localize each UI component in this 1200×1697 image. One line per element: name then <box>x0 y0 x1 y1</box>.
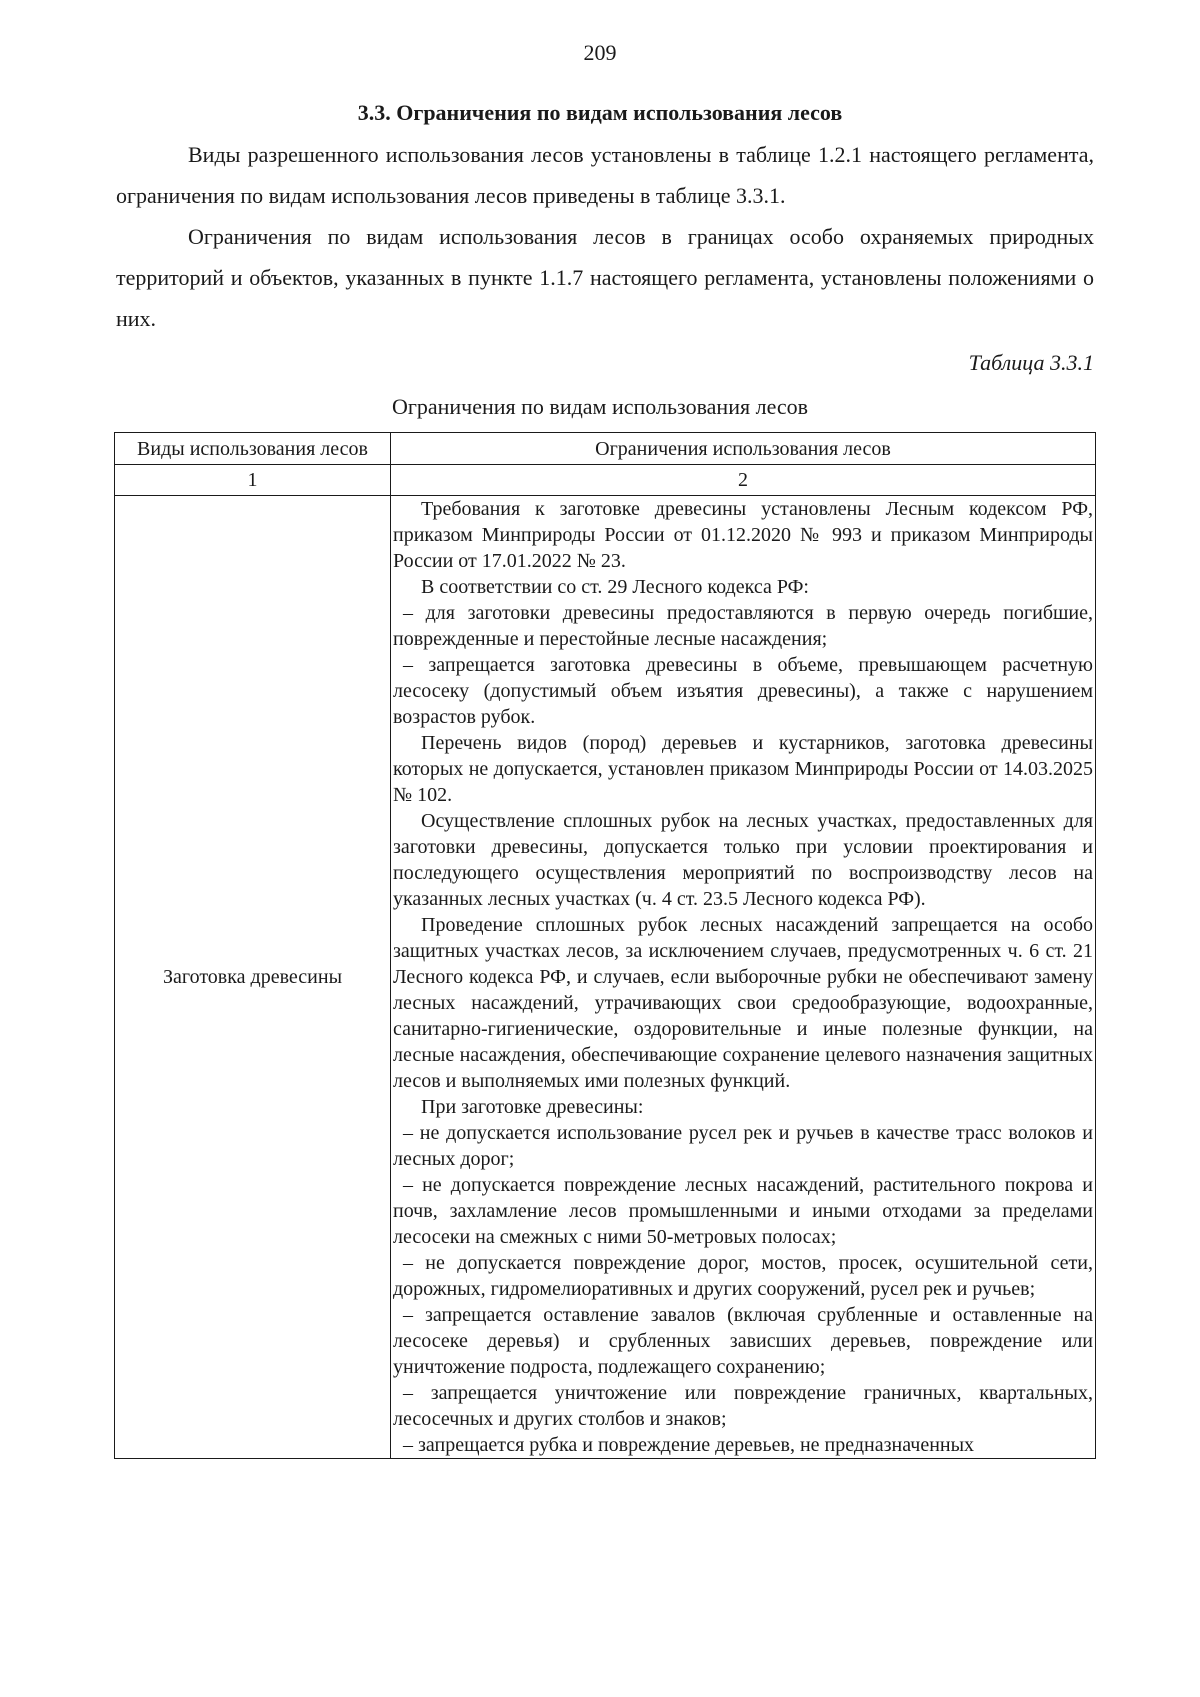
table-header-row <box>115 433 1096 465</box>
table-row <box>115 496 1096 1459</box>
restriction-paragraph: При заготовке древесины: <box>421 1096 644 1118</box>
restriction-paragraph: – не допускается использование русел рек и ручьев в качестве трасс волоков и лесных дорог; <box>393 1122 1093 1170</box>
restriction-paragraph: Перечень видов (пород) деревьев и кустарников, заготовка древесины которых не допускается, установлен приказом Минприроды России от 14.03.2025 № 102. <box>393 732 1093 806</box>
restriction-paragraph: – для заготовки древесины предоставляются в первую очередь погибшие, поврежденные и перестойные лесные насаждения; <box>393 602 1093 650</box>
restriction-paragraph: Требования к заготовке древесины установлены Лесным кодексом РФ, приказом Минприроды России от 01.12.2020 № 993 и приказом Минприроды России от 17.01.2022 № 23. <box>393 498 1093 572</box>
restrictions-cell <box>391 496 1096 1459</box>
protected-areas-paragraph: Ограничения по видам использования лесов в границах особо охраняемых природных территорий и объектов, указанных в пункте 1.1.7 настоящего регламента, установлены положениями о них. <box>116 224 1094 331</box>
header-restrictions: Ограничения использования лесов <box>391 433 1096 465</box>
restrictions-table <box>114 432 1096 1459</box>
restriction-paragraph: В соответствии со ст. 29 Лесного кодекса РФ: <box>421 576 809 598</box>
restriction-paragraph: – не допускается повреждение лесных насаждений, растительного покрова и почв, захламление лесов промышленными и иными отходами за пределами лесосеки на смежных с ними 50-метровых полосах; <box>393 1174 1093 1248</box>
restriction-paragraph: – запрещается рубка и повреждение деревьев, не предназначенных <box>403 1434 975 1456</box>
restriction-paragraph: – запрещается уничтожение или повреждение граничных, квартальных, лесосечных и других столбов и знаков; <box>393 1382 1093 1430</box>
column-number-1: 1 <box>115 465 391 496</box>
table-label: Таблица 3.3.1 <box>968 350 1094 375</box>
column-number-2: 2 <box>391 465 1096 496</box>
restriction-paragraph: – запрещается оставление завалов (включая срубленные и оставленные на лесосеке деревья) и срубленных зависших деревьев, повреждение или уничтожение подроста, подлежащего сохранению; <box>393 1304 1093 1378</box>
restriction-paragraph: – не допускается повреждение дорог, мостов, просек, осушительной сети, дорожных, гидромелиоративных и других сооружений, русел рек и ручьев; <box>393 1252 1093 1300</box>
usage-type-cell: Заготовка древесины <box>115 496 391 1459</box>
restriction-paragraph: – запрещается заготовка древесины в объеме, превышающем расчетную лесосеку (допустимый объем изъятия древесины), а также с нарушением возрастов рубок. <box>393 654 1093 728</box>
restriction-paragraph: Осуществление сплошных рубок на лесных участках, предоставленных для заготовки древесины, допускается только при условии проектирования и последующего осуществления мероприятий по воспроизводству лесов на указанных лесных участках (ч. 4 ст. 23.5 Лесного кодекса РФ). <box>393 810 1093 910</box>
page-number: 209 <box>583 40 617 65</box>
column-number-row <box>115 465 1096 496</box>
intro-paragraph: Виды разрешенного использования лесов установлены в таблице 1.2.1 настоящего регламента, ограничения по видам использования лесов приведены в таблице 3.3.1. <box>116 142 1094 208</box>
header-usage-types: Виды использования лесов <box>115 433 391 465</box>
section-heading: 3.3. Ограничения по видам использования лесов <box>357 100 843 125</box>
restriction-paragraph: Проведение сплошных рубок лесных насаждений запрещается на особо защитных участках лесов, за исключением случаев, предусмотренных ч. 6 ст. 21 Лесного кодекса РФ, и случаев, если выборочные рубки не обеспечивают замену лесных насаждений, утрачивающих свои средообразующие, водоохранные, санитарно-гигиенические, оздоровительные и иные полезные функции, на лесные насаждения, обеспечивающие сохранение целевого назначения защитных лесов и выполняемых ими полезных функций. <box>393 914 1093 1092</box>
table-title: Ограничения по видам использования лесов <box>391 394 809 419</box>
